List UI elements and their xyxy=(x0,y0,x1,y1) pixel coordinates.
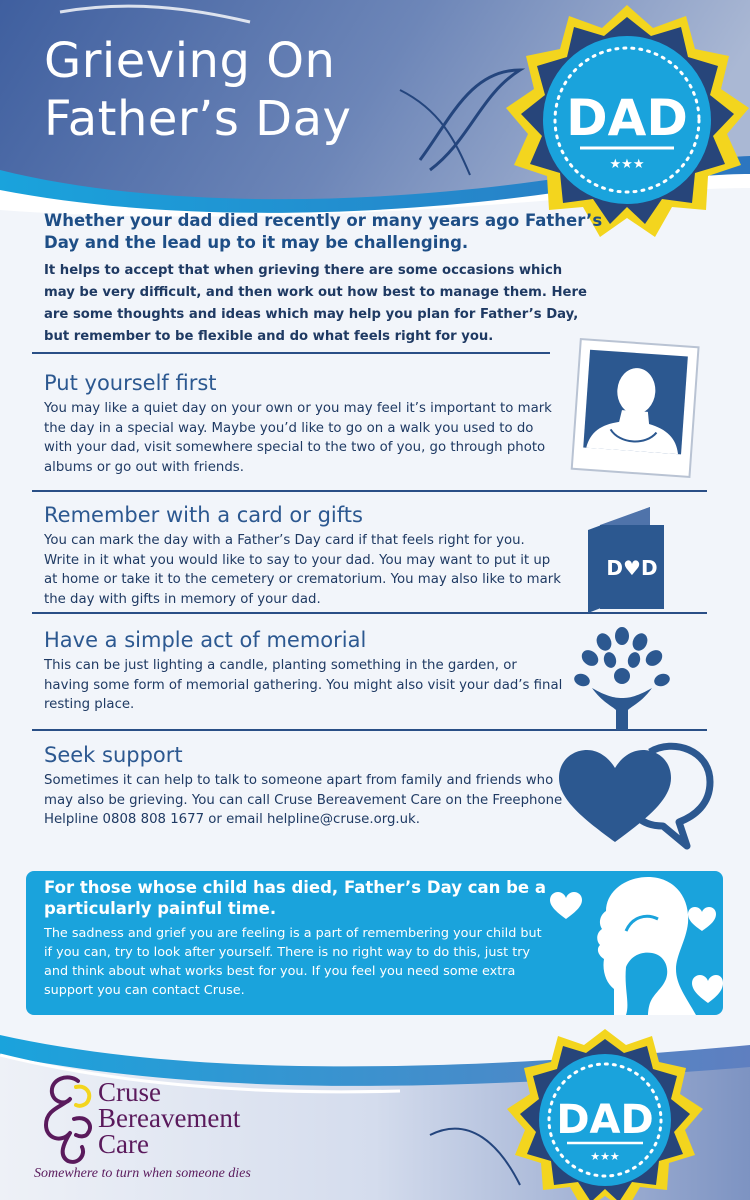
section-body: You can mark the day with a Father’s Day card if that feels right for you. Write in it what you would like to say to your dad. You may want to put it up at home or take it to the cemetery or crematorium. You may also like to mark the day with gifts in memory of your dad. xyxy=(44,533,561,607)
card-icon xyxy=(580,505,680,615)
section-body: You may like a quiet day on your own or you may feel it’s important to mark the day in a special way. Maybe you’d like to go on a walk you used to do with your dad, visit somewhere special to the two of you, go through photo albums or go out with friends. xyxy=(44,401,552,475)
father-child-silhouette-icon xyxy=(526,871,723,1015)
photo-frame-icon xyxy=(568,335,703,485)
divider xyxy=(32,352,550,354)
dad-badge-footer-text: DAD xyxy=(556,1097,654,1143)
dad-badge-text: DAD xyxy=(566,89,688,147)
section-body: Sometimes it can help to talk to someone apart from family and friends who may also be grieving. You can call Cruse Bereavement Care on the Freephone Helpline 0808 808 1677 or email helpline@cruse.org.uk. xyxy=(44,773,563,827)
dad-badge-footer xyxy=(505,1015,705,1200)
dad-badge-footer-stars: ★★★ xyxy=(590,1150,620,1163)
brand-tagline: Somewhere to turn when someone dies xyxy=(34,1166,251,1181)
title-line-1: Grieving On xyxy=(44,33,336,89)
section-put-yourself-first xyxy=(44,370,564,477)
card-icon-text: D♥D xyxy=(606,556,658,580)
divider xyxy=(32,490,707,492)
section-heading: Have a simple act of memorial xyxy=(44,628,367,652)
section-body: This can be just lighting a candle, planting something in the garden, or having some form of memorial gathering. You might also visit your dad’s final resting place. xyxy=(44,658,563,712)
brand-name-line-1: Cruse xyxy=(98,1077,161,1107)
page-title xyxy=(44,32,351,148)
tree-person-icon xyxy=(570,626,675,731)
hearts-speech-icon xyxy=(555,742,720,857)
title-line-2: Father’s Day xyxy=(44,91,352,147)
section-heading: Seek support xyxy=(44,743,183,767)
section-heading: Remember with a card or gifts xyxy=(44,503,363,527)
brand-name-line-2: Bereavement xyxy=(98,1103,241,1133)
dad-badge-stars: ★★★ xyxy=(609,157,645,172)
child-died-callout xyxy=(26,871,723,1015)
callout-lead: For those whose child has died, Father’s Day can be a particularly painful time. xyxy=(44,878,546,918)
intro-lead: Whether your dad died recently or many years ago Father’s Day and the lead up to it may be challenging. xyxy=(44,211,603,252)
section-remember-card-gifts xyxy=(44,502,564,609)
brand-name-line-3: Care xyxy=(98,1129,149,1159)
intro-body: It helps to accept that when grieving there are some occasions which may be very difficult, and then work out how best to manage them. Here are some thoughts and ideas which may help you plan for Father’s Day, but remember to be flexible and do what feels right for you. xyxy=(44,263,587,344)
cruse-logo-icon xyxy=(40,1073,100,1165)
section-act-of-memorial xyxy=(44,627,564,715)
section-heading: Put yourself first xyxy=(44,371,217,395)
section-seek-support xyxy=(44,742,564,830)
callout-body: The sadness and grief you are feeling is a part of remembering your child but if you can, try to look after yourself. There is no right way to do this, just try and think about what works best for you. If you feel you need some extra support you can contact Cruse. xyxy=(44,926,542,998)
